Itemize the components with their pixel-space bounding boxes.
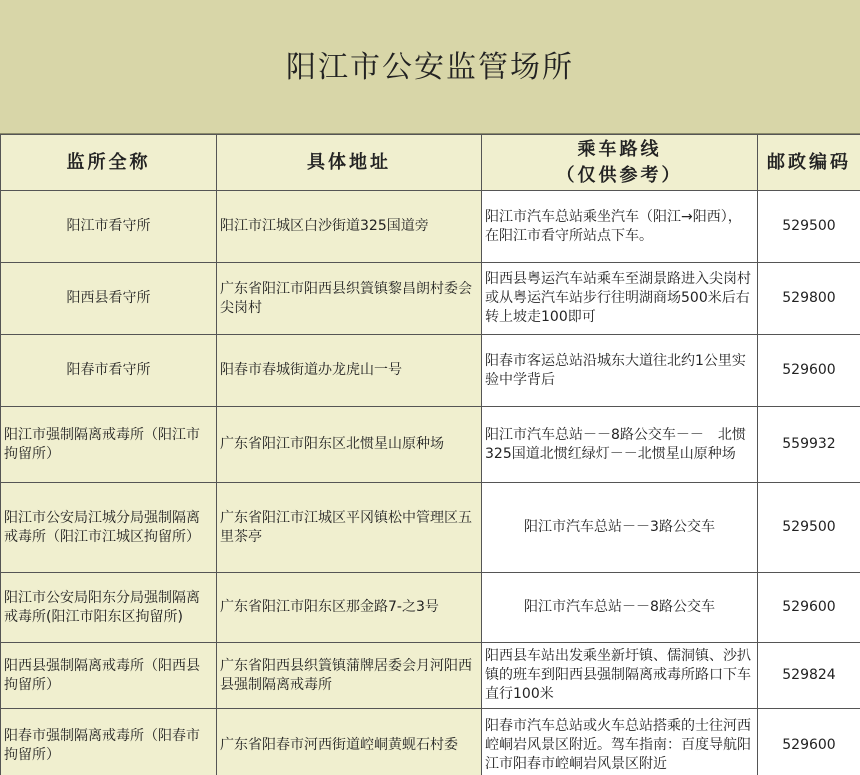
header-route [482, 135, 758, 191]
facility-name: 阳西县看守所 [1, 263, 217, 335]
header-postcode: 邮政编码 [758, 135, 860, 191]
facility-postcode: 529600 [758, 573, 860, 643]
facility-route: 阳江市汽车总站－－3路公交车 [482, 483, 758, 573]
facility-address: 广东省阳江市江城区平冈镇松中管理区五里茶亭 [217, 483, 482, 573]
table-row [1, 573, 860, 643]
table-row [1, 263, 860, 335]
facility-route: 阳江市汽车总站－－8路公交车－－ 北惯325国道北惯红绿灯－－北惯星山原种场 [482, 407, 758, 483]
table-row [1, 643, 860, 709]
facility-route: 阳春市客运总站沿城东大道往北约1公里实验中学背后 [482, 335, 758, 407]
facility-postcode: 559932 [758, 407, 860, 483]
facility-postcode: 529600 [758, 709, 860, 775]
facility-table [0, 134, 860, 775]
facility-name: 阳江市公安局阳东分局强制隔离戒毒所(阳江市阳东区拘留所) [1, 573, 217, 643]
title-bar [0, 0, 860, 134]
facility-postcode: 529824 [758, 643, 860, 709]
header-address: 具体地址 [217, 135, 482, 191]
table-row [1, 407, 860, 483]
facility-address: 广东省阳江市阳东区那金路7-之3号 [217, 573, 482, 643]
facility-address: 广东省阳江市阳东区北惯星山原种场 [217, 407, 482, 483]
header-route-line1: 乘车路线 [577, 138, 662, 160]
table-row [1, 335, 860, 407]
facility-route: 阳江市汽车总站－－8路公交车 [482, 573, 758, 643]
facility-postcode: 529500 [758, 483, 860, 573]
facility-route: 阳西县粤运汽车站乘车至湖景路进入尖岗村或从粤运汽车站步行往明湖商场500米后右转上坡走100即可 [482, 263, 758, 335]
header-name: 监所全称 [1, 135, 217, 191]
facility-postcode: 529500 [758, 191, 860, 263]
facility-address: 阳江市江城区白沙街道325国道旁 [217, 191, 482, 263]
facility-postcode: 529600 [758, 335, 860, 407]
facility-name: 阳春市强制隔离戒毒所（阳春市拘留所） [1, 709, 217, 775]
page-title: 阳江市公安监管场所 [286, 49, 574, 85]
table-row [1, 709, 860, 775]
facility-route: 阳西县车站出发乘坐新圩镇、儒洞镇、沙扒镇的班车到阳西县强制隔离戒毒所路口下车直行100米 [482, 643, 758, 709]
header-route-line2: （仅供参考） [556, 164, 683, 186]
facility-address: 广东省阳西县织篢镇蒲牌居委会月河阳西县强制隔离戒毒所 [217, 643, 482, 709]
facility-name: 阳春市看守所 [1, 335, 217, 407]
facility-postcode: 529800 [758, 263, 860, 335]
facility-route: 阳春市汽车总站或火车总站搭乘的士往河西崆峒岩风景区附近。驾车指南：百度导航阳江市阳春市崆峒岩风景区附近 [482, 709, 758, 775]
facility-name: 阳江市看守所 [1, 191, 217, 263]
facility-address: 广东省阳春市河西街道崆峒黄蚬石村委 [217, 709, 482, 775]
facility-name: 阳江市公安局江城分局强制隔离戒毒所（阳江市江城区拘留所） [1, 483, 217, 573]
facility-name: 阳西县强制隔离戒毒所（阳西县拘留所） [1, 643, 217, 709]
table-row [1, 191, 860, 263]
facility-name: 阳江市强制隔离戒毒所（阳江市拘留所） [1, 407, 217, 483]
facility-address: 阳春市春城街道办龙虎山一号 [217, 335, 482, 407]
facility-address: 广东省阳江市阳西县织篢镇黎昌朗村委会尖岗村 [217, 263, 482, 335]
table-row [1, 483, 860, 573]
table-header-row [1, 135, 860, 191]
facility-route: 阳江市汽车总站乘坐汽车（阳江→阳西），在阳江市看守所站点下车。 [482, 191, 758, 263]
